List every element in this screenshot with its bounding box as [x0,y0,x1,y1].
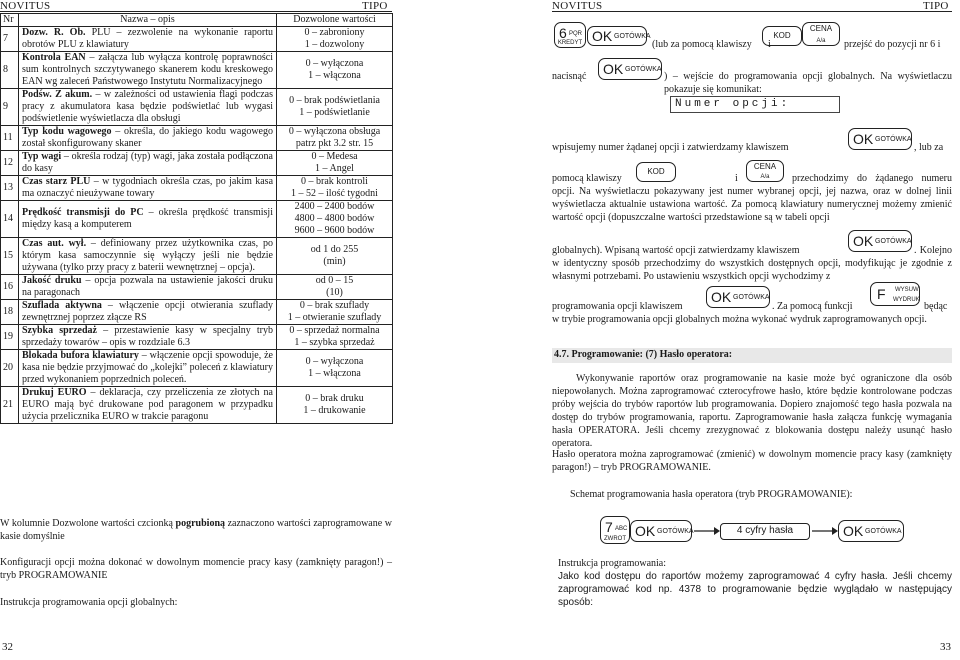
row-values [277,126,393,151]
row-number: 9 [1,89,19,126]
table-row [1,89,393,126]
ok-sub-3: GOTÓWKA [875,136,912,143]
table-row [1,238,393,275]
table-row [1,275,393,300]
table-row [1,201,393,238]
header-center: TIPO [362,0,388,12]
header-right-title: NOVITUS [552,0,603,12]
row-text: – w tygodniach określa czas, po jakim kasa ma oznaczyć nieużywane towary [22,176,274,199]
ok-sub-2: GOTÓWKA [625,66,662,73]
row-number: 21 [1,387,19,424]
row-number: 18 [1,300,19,325]
row-title: Blokada bufora klawiatury [22,350,139,361]
arrow-right-icon [694,524,720,538]
row-description [19,126,277,151]
row-description [19,275,277,300]
row-text: – określa, do jakiego kodu wagowego został skonfigurowany skaner [22,126,273,149]
header-rule-right [552,11,952,12]
row-values [277,300,393,325]
row-values [277,325,393,350]
row-value: 0 – zabroniony [304,27,365,38]
line2-a: nacisnąć [552,71,587,82]
row-value: 2400 – 2400 bodów [294,201,375,212]
lcd-display: Numer opcji: [670,96,840,113]
row-text: – przestawienie kasy w specjalny tryb sprzedaży towarów – opis w rozdziale 6.3 [22,325,273,348]
row-values [277,350,393,387]
table-row [1,126,393,151]
row-description [19,300,277,325]
row-text: – określa rodzaj (typ) wagi, jaka została podłączona do kasy [22,151,273,174]
key-ok-gotowka-2 [598,58,662,80]
ok-sub: GOTÓWKA [614,33,651,40]
row-values [277,89,393,126]
row-number: 20 [1,350,19,387]
row-number: 16 [1,275,19,300]
table-row [1,300,393,325]
row-values [277,52,393,89]
values-note-a: W kolumnie Dozwolone wartości czcionką [0,518,176,529]
row-text: – włączenie opcji spowoduje, że kasa nie będzie przyjmować do „kolejki” poleceń z klawiatury przed wykonaniem poprzednich poleceń. [22,350,273,385]
section-p1: Wykonywanie raportów oraz programowanie na kasie może być ograniczone dla osób niepowołanych. Można zaprogramować czterocyfrowe hasło, które będzie kontrolowane podczas próby wejścia do trybów raportów lub programowania. Dopiero znajomość tego hasła pozwala na dostęp do trybów programowania, raportu. Zaprogramowanie hasła załącza funkcję wymagania hasła OPERATORA. Jeśli chcemy zrezygnować z blokowania dostępu należy usunąć hasło operatora. [552,373,952,449]
ok-label-5: OK [711,289,732,305]
row-value: 1 – Angel [315,163,354,174]
seq-password-box: 4 cyfry hasła [720,523,810,540]
row-value: 0 – sprzedaż normalna [289,325,380,336]
row-value: 1 – 52 – ilość tygodni [291,188,378,199]
cena-label: CENA [809,24,833,33]
row-value: (10) [326,287,343,298]
row-description [19,89,277,126]
row-value: 0 – brak druku [305,393,364,404]
p5-a: programowania opcji klawiszem [552,301,683,312]
row-text: – definiowany przez użytkownika czas, po którym kasa samoczynnie się wyłączy jeśli nie będzie używana (tylko przy pracy z baterii wewnętrznej – opcja). [22,238,273,273]
key-ok-gotowka-3 [848,128,912,150]
p2-a: wpisujemy numer żądanej opcji i zatwierdzamy klawiszem [552,142,789,153]
row-value: 1 – włączona [308,368,361,379]
row-value: 1 – podświetlanie [299,107,370,118]
f-sub: WYDRUK [893,297,920,303]
ok-label-2: OK [603,61,624,77]
row-text: – deklaracja, czy przeliczenia ze złotych na EURO mają być drukowane pod paragonem w przypadku użycia przelicznika EURO w trakcie paragonu [22,387,273,422]
table-row [1,52,393,89]
section-p3: Schemat programowania hasła operatora (tryb PROGRAMOWANIE): [570,489,853,500]
seq-ok-1-label: OK [635,523,656,539]
row-values [277,176,393,201]
instr2-title: Instrukcja programowania: [558,558,667,569]
ok-label-3: OK [853,131,874,147]
col-desc-header: Nazwa – opis [19,14,277,27]
row-text: PLU – zezwolenie na wykonanie raportu obrotów PLU z klawiatury [22,27,273,50]
row-title: Typ kodu wagowego [22,126,112,137]
row-value: od 0 – 15 [315,275,354,286]
line1-i: i [768,39,771,50]
row-title: Szuflada aktywna [22,300,102,311]
values-note-b: zaznaczono wartości zaprogramowane w kasie domyślnie [0,518,392,542]
row-title: Czas aut. wył. [22,238,87,249]
k7-digit: 7 [605,519,613,535]
seq-key-ok-2 [838,520,904,542]
row-text: – włączenie opcji otwierania szuflady zewnętrznej poprzez złącze RS [22,300,274,323]
p2-b: , lub za [914,142,944,153]
row-value: od 1 do 255 [310,244,359,255]
row-title: Szybka sprzedaż [22,325,97,336]
key-ok-gotowka [587,26,651,46]
values-note [0,517,392,543]
row-value: 1 – dozwolony [304,39,365,50]
row-values [277,275,393,300]
row-number: 19 [1,325,19,350]
row-values [277,238,393,275]
row-number: 13 [1,176,19,201]
line1-b: przejść do pozycji nr 6 i [844,39,941,50]
row-value: 1 – otwieranie szuflady [287,312,382,323]
page-number-right: 33 [940,641,951,653]
f-top: WYSUW [895,287,919,293]
header-right-tipo: TIPO [923,0,949,12]
row-text: – określa prędkość transmisji między kasą a komputerem [22,207,273,230]
row-title: Prędkość transmisji do PC [22,207,144,218]
row-value: 9600 – 9600 bodów [294,225,375,236]
row-number: 15 [1,238,19,275]
options-table [0,13,393,424]
col-nr-header: Nr [1,14,19,27]
row-value: 0 – brak kontroli [301,176,368,187]
row-title: Czas starz PLU [22,176,91,187]
row-title: Podśw. Z akum. [22,89,93,100]
f-label: F [877,286,886,302]
table-row [1,27,393,52]
instr2-body: Jako kod dostępu do raportów możemy zaprogramować 4 cyfry hasła. Jeśli chcemy zaprogramować kod np. 4378 to programowanie będzie wyglądało w następujący sposób: [558,571,952,608]
row-values [277,27,393,52]
p3-i: i [735,173,738,184]
line1-a: (lub za pomocą klawiszy [652,39,752,50]
row-description [19,52,277,89]
row-description [19,238,277,275]
ok-sub-4: GOTÓWKA [875,238,912,245]
seq-key-7-zwrot [600,516,630,544]
row-title: Typ wagi [22,151,62,162]
line2-b: ) – wejście do programowania opcji globalnych. Na wyświetlaczu pokazuje się komunikat: [664,71,952,95]
row-title: Kontrola EAN [22,52,86,63]
row-title: Drukuj EURO [22,387,87,398]
section-heading: 4.7. Programowanie: (7) Hasło operatora: [552,348,952,363]
ok-label: OK [592,28,613,44]
table-row [1,387,393,424]
k7-letters: ABC [615,526,628,532]
row-title: Jakość druku [22,275,82,286]
row-value: 0 – wyłączona [305,356,364,367]
cena-sub-2: A/a [760,174,770,180]
row-title: Dozw. R. Ob. [22,27,86,38]
row-description [19,176,277,201]
seq-ok-1-sub: GOTÓWKA [657,528,694,535]
p4-b: . Kolejno w identyczny sposób przechodzimy do wszystkich dostępnych opcji, modyfikując je zgodnie z własnymi potrzebami. Po ustawieniu wszystkich opcji wychodzimy z [552,245,952,282]
config-note: Konfiguracji opcji można dokonać w dowolnym momencie pracy kasy (zamknięty paragon!) – tryb PROGRAMOWANIE [0,557,392,581]
page-number-left: 32 [2,641,13,653]
key-cena [802,22,840,46]
instr-heading: Instrukcja programowania opcji globalnych: [0,597,178,608]
row-description [19,325,277,350]
row-description [19,151,277,176]
k7-sub: ZWROT [604,536,626,542]
header-rule-left [0,11,392,12]
p3-b: przechodzimy do żądanego numeru opcji. Na wyświetlaczu pokazywany jest numer wybranej opcji, jej nazwa, oraz w dolnej linii wyświetlacza aktualnie ustawiona wartość. Za pomocą klawiatury numerycznej możemy zmienić wartość opcji (dopuszczalne wartości przedstawione są w tabeli opcji [552,173,952,223]
row-value: 0 – Medesa [311,151,358,162]
cena-sub: A/a [816,38,826,44]
ok-label-4: OK [853,233,874,249]
key-6-letters: PQR [569,31,583,37]
seq-ok-2-label: OK [843,523,864,539]
row-value: 0 – brak szuflady [299,300,370,311]
header-left: NOVITUS [0,0,51,12]
p5-c: będąc w trybie programowania opcji globalnych można wykonać wydruk zaprogramowanych opcji. [552,301,948,325]
row-value: patrz pkt 3.2 str. 15 [295,138,374,149]
key-6-sub: KREDYT [557,40,583,46]
kod-label-2: KOD [647,167,665,176]
cena-label-2: CENA [753,162,777,171]
row-text: – w zależności od ustawienia flagi podczas pracy z akumulatora kasa będzie podświetlać lub wygasi podświetlenie wyświetlacza dla obsługi [22,89,273,124]
row-value: 1 – szybka sprzedaż [294,337,375,348]
row-value: 1 – drukowanie [303,405,366,416]
row-description [19,27,277,52]
row-value: (min) [323,256,346,267]
row-value: 0 – brak podświetlania [289,95,380,106]
col-values-header: Dozwolone wartości [277,14,393,27]
row-number: 14 [1,201,19,238]
ok-sub-5: GOTÓWKA [733,294,770,301]
table-row [1,176,393,201]
row-value: 4800 – 4800 bodów [294,213,375,224]
table-row [1,325,393,350]
arrow-right-icon-2 [812,524,838,538]
row-number: 12 [1,151,19,176]
row-values [277,387,393,424]
p4-a: globalnych). Wpisaną wartość opcji zatwierdzamy klawiszem [552,245,800,256]
row-description [19,201,277,238]
row-text: – załącza lub wyłącza kontrolę poprawności sum kontrolnych szczytywanego skanerem kodu kreskowego EAN wg zaleceń Państwowego Instytutu Normalizacyjnego [22,52,273,87]
row-number: 11 [1,126,19,151]
seq-key-ok-1 [630,520,692,542]
table-header-row [1,14,393,27]
seq-ok-2-sub: GOTÓWKA [865,528,902,535]
row-value: 1 – włączona [308,70,361,81]
table-row [1,151,393,176]
section-p2: Hasło operatora można zaprogramować (zmienić) w dowolnym momencie pracy kasy (zamknięty paragon!) – tryb PROGRAMOWANIE. [552,449,952,473]
row-description [19,350,277,387]
row-value: 0 – wyłączona [305,58,364,69]
line2-b-1 [664,70,952,96]
row-value: 0 – wyłączona obsługa [288,126,381,137]
row-values [277,201,393,238]
row-number: 8 [1,52,19,89]
values-note-bold: pogrubioną [175,518,226,529]
row-values [277,151,393,176]
kod-label: KOD [773,31,791,40]
table-row [1,350,393,387]
key-6-kredyt [554,22,586,48]
row-text: – opcja pozwala na ustawienie jakości druku na paragonach [22,275,274,298]
row-number: 7 [1,27,19,52]
p3-a: pomocą klawiszy [552,173,622,184]
key-6-digit: 6 [559,25,567,41]
row-description [19,387,277,424]
p5-b: . Za pomocą funkcji [772,301,853,312]
